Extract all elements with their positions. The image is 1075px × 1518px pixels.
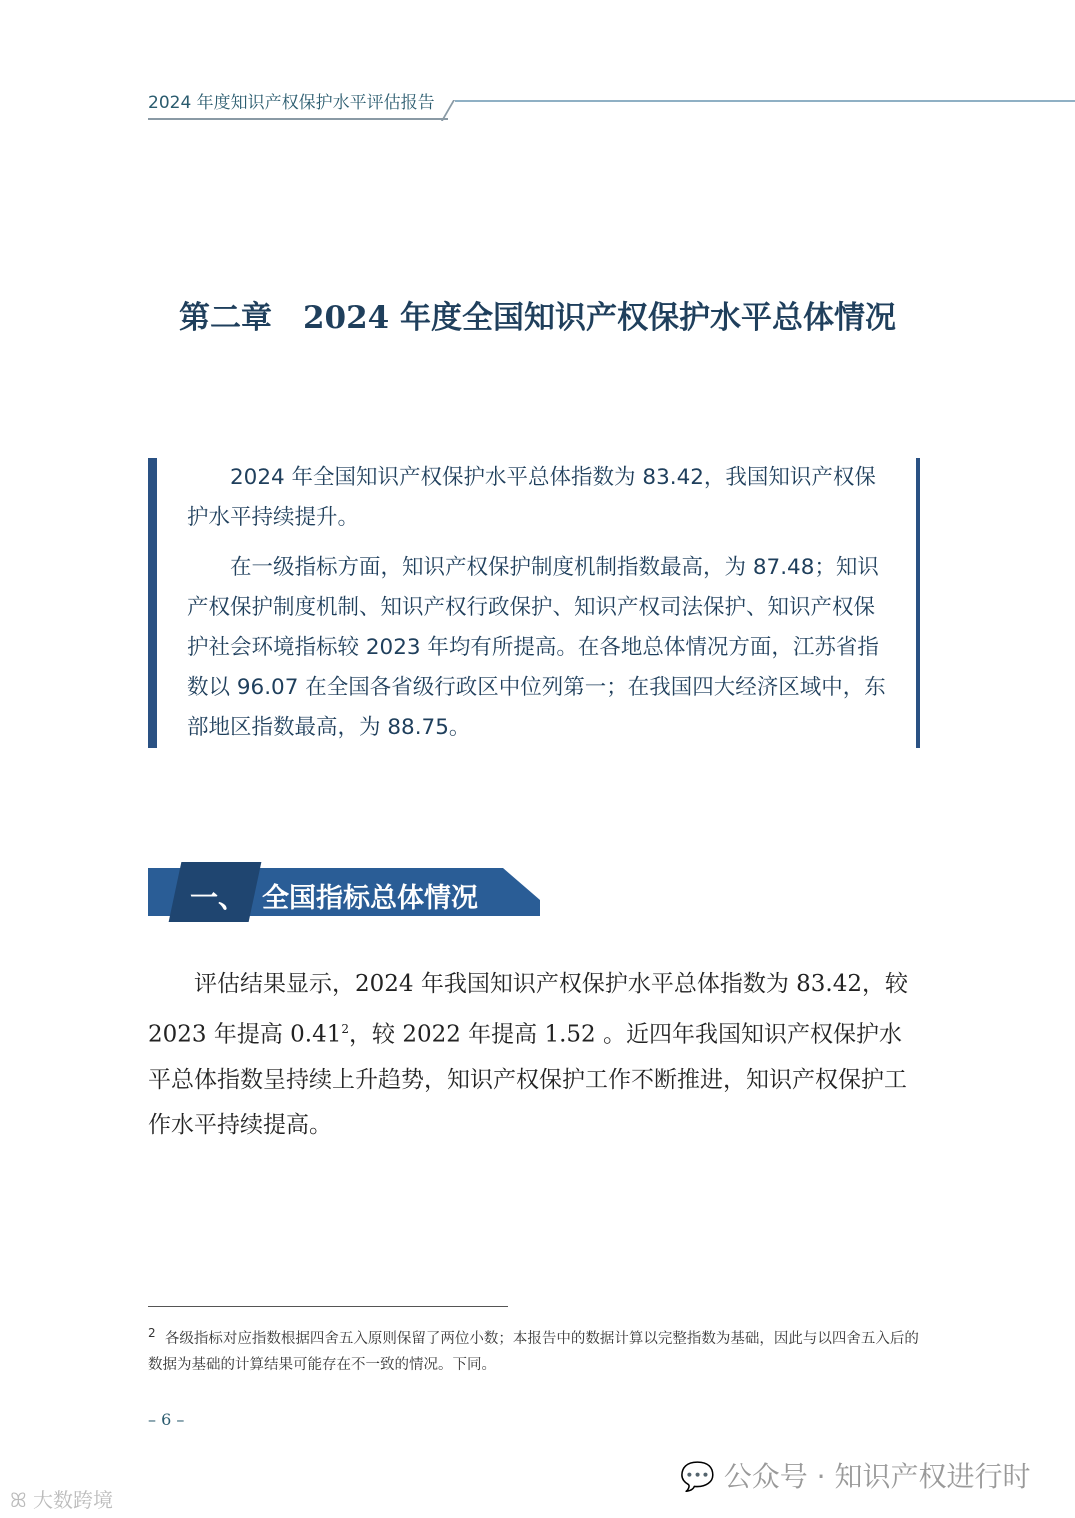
summary-paragraph: 2024 年全国知识产权保护水平总体指数为 83.42，我国知识产权保护水平持续提升。: [187, 465, 876, 530]
source-watermark: [10, 1484, 113, 1513]
header-rule-slant: [441, 100, 455, 121]
page-number: – 6 –: [148, 1410, 185, 1429]
wechat-icon: 💬: [680, 1460, 715, 1493]
footnote-text: 各级指标对应指数根据四舍五入原则保留了两位小数；本报告中的数据计算以完整指数为基础，因此与以四舍五入后的数据为基础的计算结果可能存在不一致的情况。下同。: [148, 1330, 919, 1373]
summary-paragraph: 在一级指标方面，知识产权保护制度机制指数最高，为 87.48；知识产权保护制度机制、知识产权行政保护、知识产权司法保护、知识产权保护社会环境指标较 2023 年均有所提高。在各地总体情况方面，江苏省指数以 96.07 在全国各省级行政区中位列第一；在我国四大经济区域中，东部地区指数最高，为 88.75。: [187, 555, 886, 740]
summary-box: [148, 458, 920, 748]
header-rule: [148, 118, 448, 120]
section-title: 全国指标总体情况: [262, 883, 478, 914]
source-watermark-text: 大数跨境: [33, 1488, 113, 1512]
wechat-watermark-text: 公众号 · 知识产权进行时: [723, 1460, 1031, 1493]
logo-icon: ꕤ: [10, 1488, 27, 1512]
header-rule-right: [455, 100, 1075, 102]
footnote: [148, 1320, 928, 1378]
body-text: ，较 2022 年提高 1.52 。近四年我国知识产权保护水平总体指数呈持续上升趋势，知识产权保护工作不断推进，知识产权保护工作水平持续提高。: [148, 1021, 907, 1138]
section-number: 一、: [190, 881, 247, 914]
body-paragraph: [148, 962, 924, 1148]
footnote-rule: [148, 1306, 508, 1307]
footnote-ref[interactable]: 2: [341, 1022, 350, 1036]
running-header: 2024 年度知识产权保护水平评估报告: [148, 93, 435, 113]
wechat-watermark: [680, 1455, 1030, 1495]
body-text: 评估结果显示，2024 年我国知识产权保护水平总体指数为 83.42，较 2023 年提高 0.41: [148, 971, 908, 1048]
chapter-title: 第二章 2024 年度全国知识产权保护水平总体情况: [178, 300, 897, 336]
footnote-mark: 2: [148, 1326, 156, 1340]
